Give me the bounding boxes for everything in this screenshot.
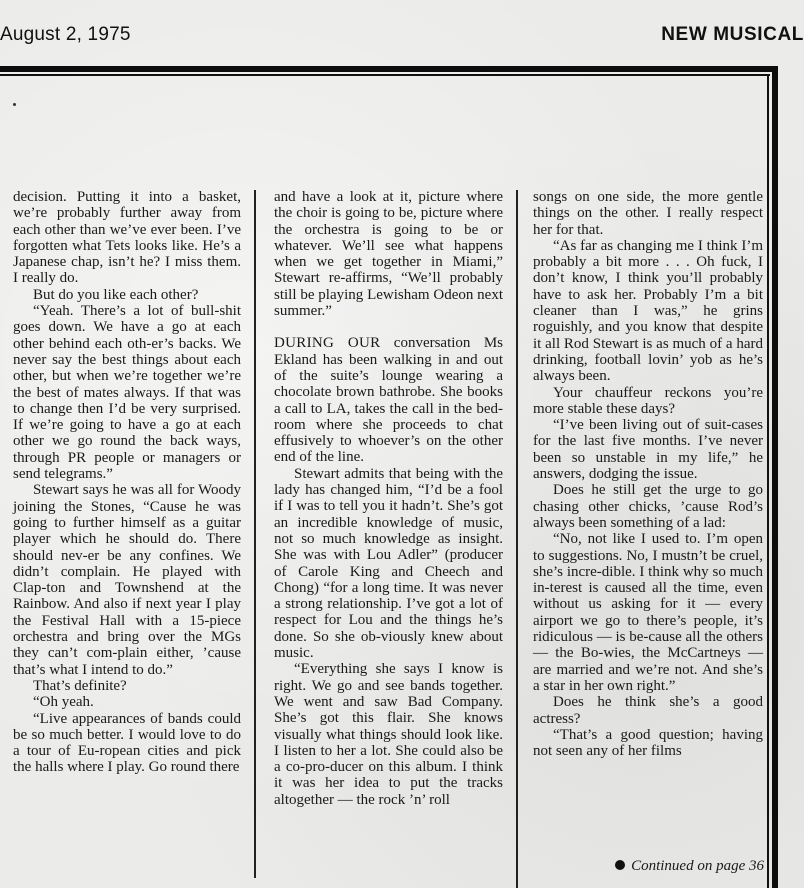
paragraph: Does he think she’s a good actress? — [533, 694, 763, 727]
section-paragraph — [274, 335, 503, 465]
paragraph: But do you like each other? — [33, 286, 199, 303]
ink-speck — [13, 103, 16, 106]
paragraph: “Yeah. There’s a lot of bull-shit goes down. We have a go at each other behind each oth-er’s backs. We never say the best things about each other, but when we’re together we’re the best of mates always. If that was to change then I’d be very surprised. If we’re going to have a go at each other we go round the back ways, through PR people or managers or send telegrams.” — [13, 303, 241, 483]
paragraph: “That’s a good question; having not seen any of her films — [533, 726, 763, 760]
article-frame-right-border — [772, 66, 778, 888]
paragraph: Stewart says he was all for Woody joining the Stones, “Cause he was going to further himself as a guitar player which he should do. There should nev-er be any confines. We didn’t complain. He played with Clap-ton and Townshend at the Rainbow. And also if next year I play the Festival Hall with a 15-piece orchestra and bring over the MGs they can’t com-plain either, ’cause that’s what I intend to do.” — [13, 482, 241, 678]
section-lead-in: DURING OUR — [274, 335, 381, 352]
article-frame-right-inner-rule — [767, 74, 769, 888]
continued-on-link[interactable] — [615, 858, 764, 875]
paragraph: “Oh yeah. — [33, 694, 94, 711]
paragraph: decision. Putting it into a basket, we’re probably further away from each other than we’ve ever been. I’ve forgotten what Tets looks like. He’s a Japanese chap, isn’t he? I miss them. I really do. — [13, 189, 241, 287]
paragraph: “Live appearances of bands could be so much better. I would love to do a tour of Eu-ropean cities and pick the halls where I play. Go round there — [13, 710, 241, 776]
bullet-icon — [615, 860, 625, 870]
paragraph-text: conversation Ms Ekland has been walking in and out of the suite’s lounge wearing a chocolate brown bathrobe. She books a call to LA, takes the call in the bed-room where she proceeds to chat effusively to whoever’s on the other end of the line. — [274, 335, 503, 466]
article-frame-top-inner-rule — [0, 74, 770, 76]
column-rule — [254, 190, 256, 878]
article-column-1 — [13, 189, 241, 776]
article-column-2 — [274, 189, 503, 808]
paragraph: Stewart admits that being with the lady has changed him, “I’d be a fool if I was to tell you it hadn’t. She’s got an incredible knowledge of music, not so much knowledge as insight. She was with Lou Adler” (producer of Carole King and Cheech and Chong) “for a long time. It was never a strong relationship. I’ve got a lot of respect for Lou and the things he’s done. So she ob-viously knew about music. — [274, 465, 503, 662]
continued-label: Continued on page 36 — [631, 858, 764, 874]
paragraph: “Everything she says I know is right. We go and see bands together. We went and saw Bad Company. She’s got this flair. She knows visually what things should look like. I listen to her a lot. She could also be a co-pro-ducer on this album. I think it was her idea to put the tracks altogether — the rock ’n’ roll — [274, 661, 503, 808]
paragraph: Does he still get the urge to go chasing other chicks, ’cause Rod’s always been something of a lad: — [533, 482, 763, 531]
column-rule — [516, 190, 518, 888]
article-frame-top-border — [0, 66, 778, 72]
paragraph: “As far as changing me I think I’m probably a bit more . . . Oh fuck, I don’t know, I think you’ll probably have to ask her. Probably I’m a bit cleaner than I was,” he grins roguishly, and you know that despite it all Rod Stewart is as much of a hard drinking, football lovin’ yob as he’s always been. — [533, 237, 763, 385]
article-column-3 — [533, 189, 763, 759]
paragraph: Your chauffeur reckons you’re more stable these days? — [533, 384, 763, 417]
paragraph: “I’ve been living out of suit-cases for the last five months. I’ve never been so unstable in my life,” he answers, dodging the issue. — [533, 417, 763, 483]
paragraph: and have a look at it, picture where the choir is going to be, picture where the orchestra is going to be or whatever. We’ll see what happens when we get together in Miami,” Stewart re-affirms, “We’ll probably still be playing Lewisham Odeon next summer.” — [274, 189, 503, 320]
paragraph: That’s definite? — [33, 677, 127, 694]
issue-date: August 2, 1975 — [0, 24, 131, 45]
paragraph: “No, not like I used to. I’m open to suggestions. No, I mustn’t be cruel, she’s incre-dible. I think why so much in-terest is caused all the time, even without us asking for it — every airport we go to there’s people, it’s ridiculous — is be-cause all the others — the Bo-wies, the McCartneys — are married and we’re not. And she’s a star in her own right.” — [533, 531, 763, 694]
paragraph: songs on one side, the more gentle things on the other. I really respect her for that. — [533, 189, 763, 238]
publication-title: NEW MUSICAL — [661, 24, 804, 45]
